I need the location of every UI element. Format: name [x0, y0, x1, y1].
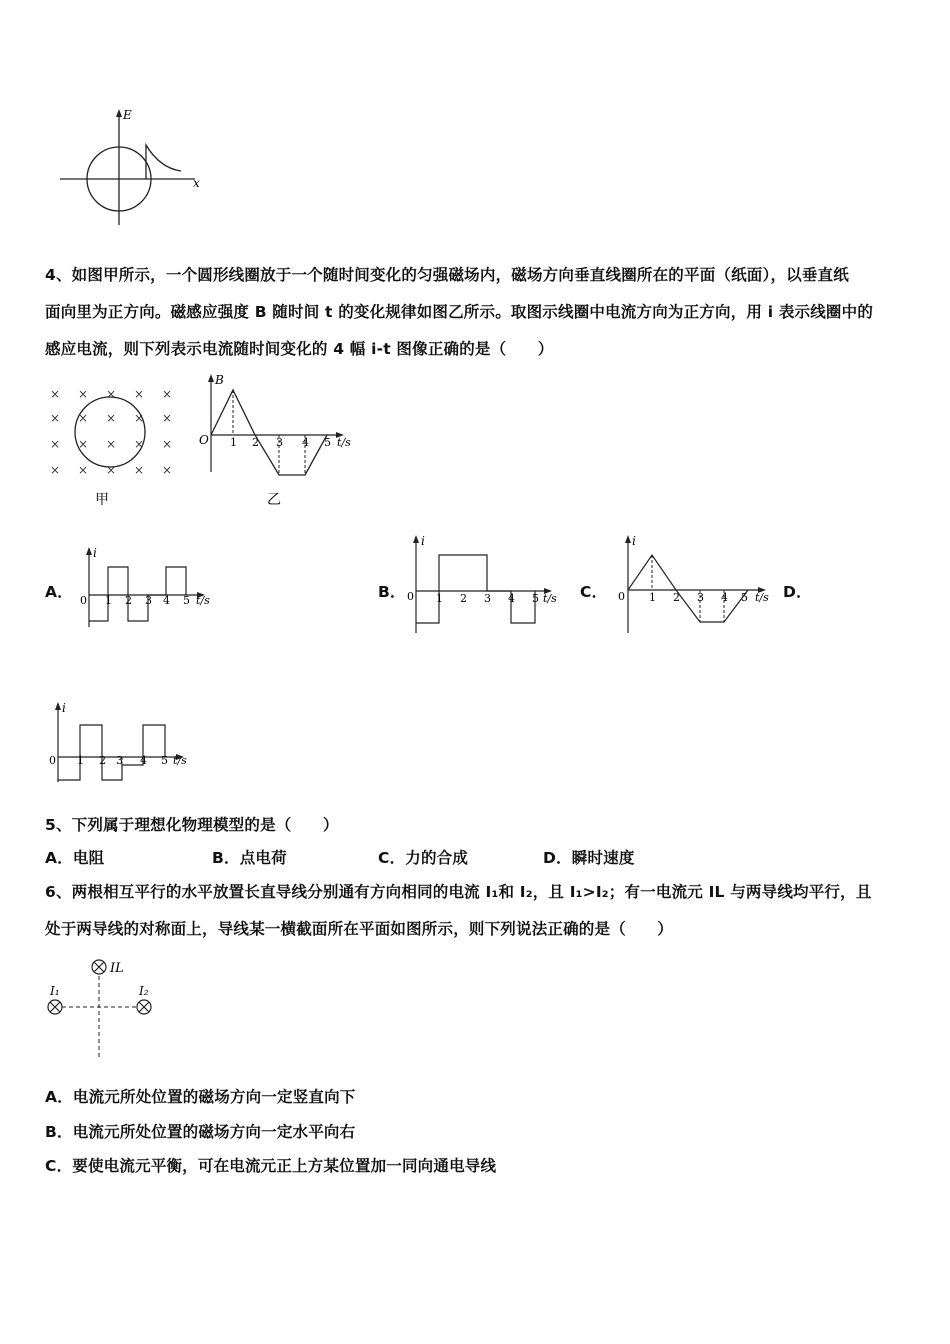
- opt-c-tick-4: 4: [721, 591, 728, 604]
- q5-option-b[interactable]: B．点电荷: [212, 849, 287, 867]
- q4-option-b-letter[interactable]: B．: [378, 583, 406, 601]
- opt-b-tick-3: 3: [484, 592, 491, 605]
- coil-circle: [75, 397, 145, 467]
- field-cross-mark: ×: [78, 437, 89, 451]
- opt-b-tick-1: 1: [436, 592, 443, 605]
- opt-a-tick-1: 1: [105, 594, 112, 607]
- fig-jia-coil: [40, 378, 180, 508]
- fig-yi-x-label: t/s: [337, 436, 351, 449]
- field-cross-mark: ×: [162, 437, 173, 451]
- opt-b-tick-2: 2: [460, 592, 467, 605]
- q6-option-a[interactable]: A．电流元所处位置的磁场方向一定竖直向下: [45, 1088, 356, 1106]
- q4-option-a-graph: [76, 545, 221, 635]
- q6-line1: 6、两根相互平行的水平放置长直导线分别通有方向相同的电流 I₁和 I₂，且 I₁>I₂；有一电流元 IL 与两导线均平行，且: [45, 883, 872, 901]
- opt-a-tick-3: 3: [145, 594, 152, 607]
- fig-yi-caption: 乙: [267, 492, 281, 508]
- fig-yi-y-label: B: [215, 373, 224, 387]
- fig-yi-b-t: [195, 370, 360, 510]
- field-cross-mark: ×: [162, 463, 173, 477]
- opt-c-tick-2: 2: [673, 591, 680, 604]
- axis-e-label: E: [123, 108, 132, 122]
- fig-jia-caption: 甲: [95, 492, 109, 508]
- field-cross-mark: ×: [134, 411, 145, 425]
- axis-x-label: x: [193, 176, 200, 190]
- il-current-element: [92, 960, 106, 974]
- opt-c-tick-1: 1: [649, 591, 656, 604]
- q4-line2: 面向里为正方向。磁感应强度 B 随时间 t 的变化规律如图乙所示。取图示线圈中电流方向为正方向，用 i 表示线圈中的: [45, 303, 874, 321]
- opt-a-i-label: i: [93, 546, 97, 560]
- q5-stem: 5、下列属于理想化物理模型的是（ ）: [45, 816, 339, 834]
- q6-line2: 处于两导线的对称面上，导线某一横截面所在平面如图所示，则下列说法正确的是（ ）: [45, 920, 674, 938]
- label-il: IL: [110, 961, 124, 976]
- field-cross-mark: ×: [78, 387, 89, 401]
- b-curve: [211, 390, 327, 475]
- opt-d-origin: 0: [49, 754, 56, 767]
- q6-option-b[interactable]: B．电流元所处位置的磁场方向一定水平向右: [45, 1123, 356, 1141]
- field-cross-mark: ×: [50, 463, 61, 477]
- label-i2: I₂: [139, 984, 149, 998]
- field-cross-mark: ×: [50, 411, 61, 425]
- opt-d-tick-3: 3: [116, 754, 123, 767]
- opt-a-tick-2: 2: [125, 594, 132, 607]
- q4-option-c-graph: [610, 533, 780, 638]
- opt-a-x-label: t/s: [196, 594, 210, 607]
- opt-a-origin: 0: [80, 594, 87, 607]
- field-cross-mark: ×: [106, 437, 117, 451]
- q5-option-d[interactable]: D．瞬时速度: [543, 849, 635, 867]
- opt-b-tick-4: 4: [508, 592, 515, 605]
- opt-d-x-label: t/s: [173, 754, 187, 767]
- fig-yi-tick-1: 1: [230, 436, 237, 449]
- wire-i2: [137, 1000, 151, 1014]
- opt-d-tick-5: 5: [161, 754, 168, 767]
- q4-option-a-letter[interactable]: A．: [45, 583, 73, 601]
- field-cross-mark: ×: [134, 387, 145, 401]
- q6-wires-figure: [40, 950, 170, 1065]
- q4-option-b-graph: [403, 533, 573, 638]
- field-cross-mark: ×: [106, 411, 117, 425]
- q5-option-a[interactable]: A．电阻: [45, 849, 105, 867]
- field-cross-mark: ×: [106, 463, 117, 477]
- field-cross-mark: ×: [50, 387, 61, 401]
- field-cross-mark: ×: [50, 437, 61, 451]
- opt-b-i-label: i: [421, 534, 425, 548]
- fig-yi-tick-2: 2: [252, 436, 259, 449]
- opt-b-origin: 0: [407, 590, 414, 603]
- field-cross-mark: ×: [162, 387, 173, 401]
- opt-a-tick-5: 5: [183, 594, 190, 607]
- q4-option-d-graph: [45, 700, 205, 790]
- opt-d-tick-1: 1: [77, 754, 84, 767]
- opt-c-origin: 0: [618, 590, 625, 603]
- q5-option-c[interactable]: C．力的合成: [378, 849, 469, 867]
- opt-b-x-label: t/s: [543, 592, 557, 605]
- opt-c-x-label: t/s: [755, 591, 769, 604]
- q6-option-c[interactable]: C．要使电流元平衡，可在电流元正上方某位置加一同向通电导线: [45, 1157, 497, 1175]
- field-cross-mark: ×: [106, 387, 117, 401]
- e-x-figure: [55, 105, 205, 230]
- field-cross-mark: ×: [134, 463, 145, 477]
- opt-d-i-label: i: [62, 701, 66, 715]
- field-cross-mark: ×: [134, 437, 145, 451]
- q4-option-c-letter[interactable]: C．: [580, 583, 608, 601]
- fig-yi-tick-3: 3: [276, 436, 283, 449]
- q4-option-d-letter[interactable]: D．: [783, 583, 812, 601]
- opt-c-tick-5: 5: [741, 591, 748, 604]
- opt-c-tick-3: 3: [697, 591, 704, 604]
- field-cross-mark: ×: [78, 411, 89, 425]
- q4-line1: 4、如图甲所示，一个圆形线圈放于一个随时间变化的匀强磁场内，磁场方向垂直线圈所在的平面（纸面），以垂直纸: [45, 266, 849, 284]
- opt-d-tick-2: 2: [99, 754, 106, 767]
- opt-d-tick-4: 4: [140, 754, 147, 767]
- q4-line3: 感应电流，则下列表示电流随时间变化的 4 幅 i-t 图像正确的是（ ）: [45, 340, 554, 358]
- fig-yi-origin: O: [199, 433, 209, 447]
- opt-a-tick-4: 4: [163, 594, 170, 607]
- label-i1: I₁: [50, 984, 60, 998]
- field-cross-mark: ×: [162, 411, 173, 425]
- opt-c-i-label: i: [632, 534, 636, 548]
- fig-yi-tick-4: 4: [302, 436, 309, 449]
- fig-yi-tick-5: 5: [324, 436, 331, 449]
- field-cross-mark: ×: [78, 463, 89, 477]
- wire-i1: [48, 1000, 62, 1014]
- opt-b-tick-5: 5: [532, 592, 539, 605]
